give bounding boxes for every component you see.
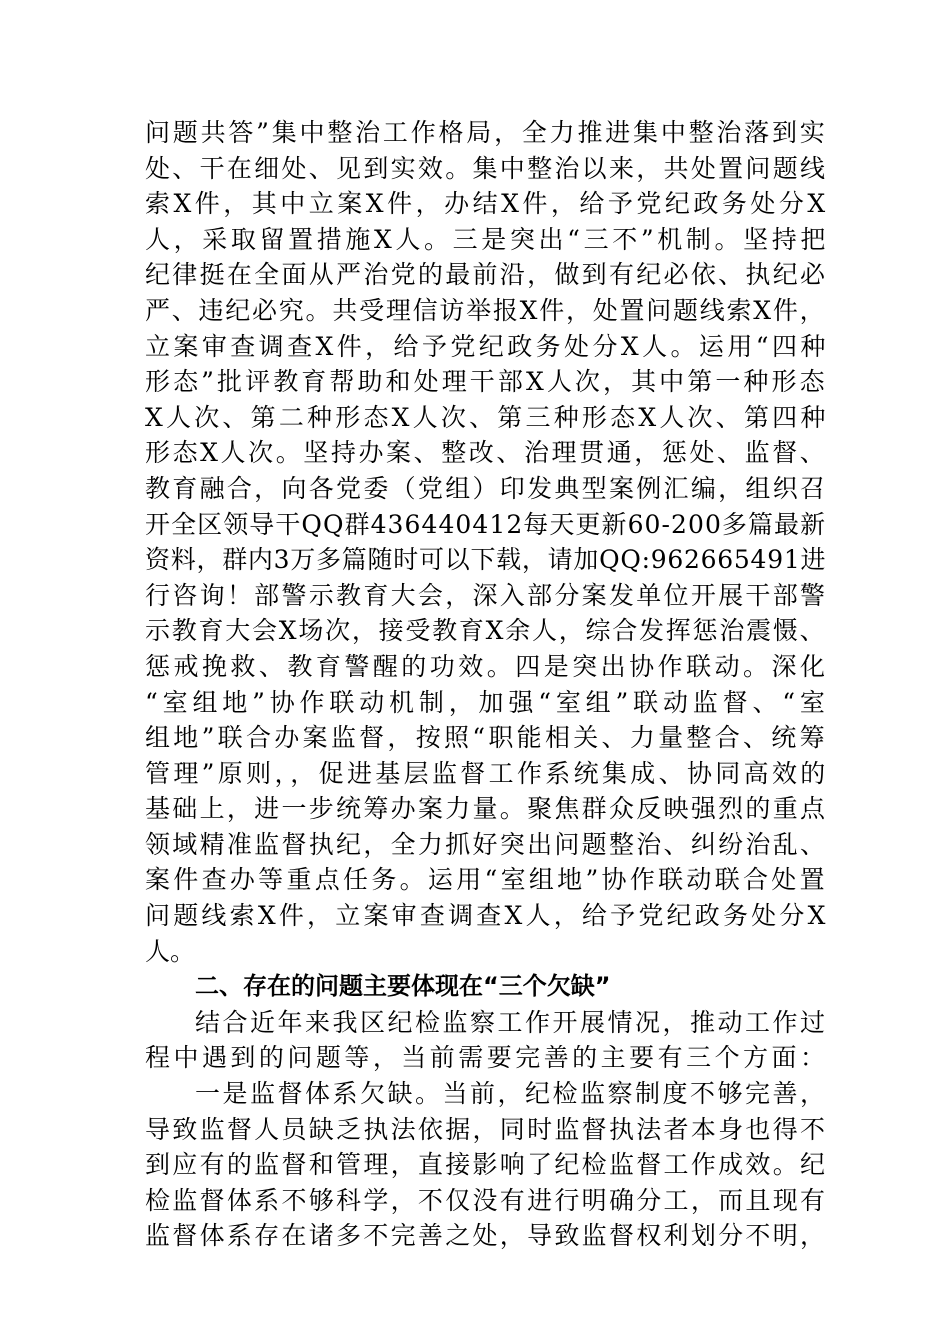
text-line: 导致监督人员缺乏执法依据，同时监督执法者本身也得不 bbox=[145, 1114, 828, 1144]
text-line: 结合近年来我区纪检监察工作开展情况，推动工作过 bbox=[195, 1007, 828, 1037]
document-body bbox=[145, 115, 830, 1254]
text-line: 教育融合，向各党委（党组）印发典型案例汇编，组织召 bbox=[145, 473, 828, 503]
text-line: 行咨询！部警示教育大会，深入部分案发单位开展干部警 bbox=[145, 580, 828, 610]
text-line: 管理”原则，，促进基层监督工作系统集成、协同高效的 bbox=[145, 758, 829, 788]
text-line: 形态”批评教育帮助和处理干部X人次，其中第一种形态 bbox=[145, 367, 828, 397]
text-line: 纪律挺在全面从严治党的最前沿，做到有纪必依、执纪必 bbox=[145, 260, 828, 290]
text-line: 处、干在细处、见到实效。集中整治以来，共处置问题线 bbox=[145, 153, 828, 183]
text-line: X人次、第二种形态X人次、第三种形态X人次、第四种 bbox=[145, 402, 829, 432]
text-line: 示教育大会X场次，接受教育X余人，综合发挥惩治震慑、 bbox=[145, 616, 827, 646]
text-line: 形态X人次。坚持办案、整改、治理贯通，惩处、监督、 bbox=[145, 438, 828, 468]
section-heading: 二、存在的问题主要体现在“三个欠缺” bbox=[195, 972, 611, 1001]
text-line: 组地”联合办案监督，按照“职能相关、力量整合、统筹 bbox=[145, 723, 828, 753]
text-line: “室组地”协作联动机制，加强“室组”联动监督、“室 bbox=[145, 687, 830, 717]
text-line: 索X件，其中立案X件，办结X件，给予党纪政务处分X bbox=[145, 189, 829, 219]
text-line: 问题共答”集中整治工作格局，全力推进集中整治落到实 bbox=[145, 118, 828, 147]
text-line: 严、违纪必究。共受理信访举报X件，处置问题线索X件， bbox=[145, 295, 827, 325]
text-line: 检监督体系不够科学，不仅没有进行明确分工，而且现有 bbox=[145, 1185, 828, 1215]
text-line: 开全区领导干QQ群436440412每天更新60-200多篇最新 bbox=[145, 509, 827, 539]
text-line: 监督体系存在诸多不完善之处，导致监督权利划分不明， bbox=[145, 1221, 828, 1251]
text-line: 资料，群内3万多篇随时可以下载，请加QQ:962665491进 bbox=[145, 545, 827, 575]
text-line: 人，采取留置措施X人。三是突出“三不”机制。坚持把 bbox=[145, 224, 829, 254]
text-line: 问题线索X件，立案审查调查X人，给予党纪政务处分X bbox=[145, 901, 829, 931]
text-line: 领域精准监督执纪，全力抓好突出问题整治、纠纷治乱、 bbox=[145, 829, 828, 859]
text-line: 基础上，进一步统筹办案力量。聚焦群众反映强烈的重点 bbox=[145, 794, 828, 824]
text-line: 惩戒挽救、教育警醒的功效。四是突出协作联动。深化 bbox=[145, 651, 829, 681]
text-line: 立案审查调查X件，给予党纪政务处分X人。运用“四种 bbox=[145, 331, 829, 361]
text-line: 程中遇到的问题等，当前需要完善的主要有三个方面： bbox=[145, 1043, 829, 1073]
text-line: 人。 bbox=[145, 936, 196, 966]
text-line: 到应有的监督和管理，直接影响了纪检监督工作成效。纪 bbox=[145, 1150, 828, 1180]
text-line: 案件查办等重点任务。运用“室组地”协作联动联合处置 bbox=[145, 865, 828, 895]
text-line: 一是监督体系欠缺。当前，纪检监察制度不够完善， bbox=[195, 1079, 828, 1109]
